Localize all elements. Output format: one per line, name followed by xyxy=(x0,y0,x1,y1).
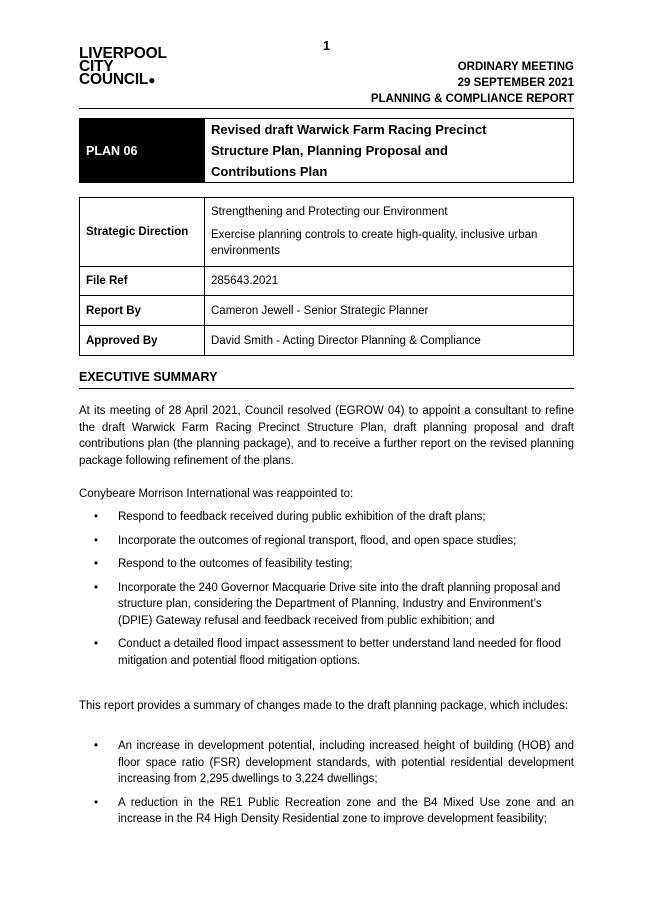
list-item: • Incorporate the outcomes of regional transport, flood, and open space studies; xyxy=(79,533,574,550)
file-ref-label: File Ref xyxy=(80,267,205,296)
report-details-table xyxy=(79,197,574,356)
council-logo xyxy=(79,47,167,87)
approved-by-value: David Smith - Acting Director Planning & Compliance xyxy=(205,326,574,356)
logo-line-2: CITY xyxy=(79,58,114,75)
report-by-value: Cameron Jewell - Senior Strategic Planner xyxy=(205,296,574,326)
page-number: 1 xyxy=(322,38,331,53)
table-row xyxy=(80,267,574,296)
strategic-direction-label: Strategic Direction xyxy=(80,198,205,267)
file-ref-value: 285643.2021 xyxy=(205,267,574,296)
list-item: • An increase in development potential, including increased height of building (HOB) and floor space ratio (FSR) development standards, with potential residential development increasing from 2,295 dwellings to 3,224 dwellings; xyxy=(79,738,574,788)
plan-title-line: Revised draft Warwick Farm Racing Precinct xyxy=(211,122,487,137)
list-item: • Respond to the outcomes of feasibility testing; xyxy=(79,556,574,573)
strategic-direction-line-2: Exercise planning controls to create high-quality, inclusive urban environments xyxy=(211,228,538,257)
table-row xyxy=(80,296,574,326)
plan-title xyxy=(205,119,574,183)
logo-line-3: COUNCIL xyxy=(79,71,149,88)
consultant-tasks-list xyxy=(79,509,574,676)
meeting-header xyxy=(371,60,574,108)
meeting-title: ORDINARY MEETING xyxy=(457,61,574,73)
strategic-direction-line-1: Strengthening and Protecting our Environment xyxy=(211,205,448,218)
list-item: • Conduct a detailed flood impact assessment to better understand land needed for flood mitigation and potential flood mitigation options. xyxy=(79,636,574,669)
approved-by-label: Approved By xyxy=(80,326,205,356)
summary-paragraph-3: This report provides a summary of changes made to the draft planning package, which includes: xyxy=(79,700,569,712)
strategic-direction-value xyxy=(205,198,574,267)
plan-title-line: Contributions Plan xyxy=(211,164,328,179)
logo-dot-icon: ● xyxy=(148,73,156,87)
table-row xyxy=(80,198,574,267)
executive-summary-heading: EXECUTIVE SUMMARY xyxy=(79,370,574,389)
summary-paragraph-1: At its meeting of 28 April 2021, Council resolved (EGROW 04) to appoint a consultant to refine the draft Warwick Farm Racing Precinct Structure Plan, draft planning proposal and draft contributions plan (the planning package), and to receive a further report on the revised planning package following refinement of the plans. xyxy=(79,405,574,467)
list-item: • Incorporate the 240 Governor Macquarie Drive site into the draft planning proposal and structure plan, considering the Department of Planning, Industry and Environment’s (DPIE) Gateway refusal and feedback received from public exhibition; and xyxy=(79,580,574,630)
plan-label: PLAN 06 xyxy=(80,119,205,183)
report-by-label: Report By xyxy=(80,296,205,326)
plan-table xyxy=(79,118,574,183)
changes-list xyxy=(79,738,574,835)
header-divider xyxy=(79,108,574,109)
meeting-date: 29 SEPTEMBER 2021 xyxy=(457,76,574,89)
report-title: PLANNING & COMPLIANCE REPORT xyxy=(370,93,574,105)
list-item: • Respond to feedback received during public exhibition of the draft plans; xyxy=(79,509,574,526)
table-row xyxy=(80,326,574,356)
plan-title-line: Structure Plan, Planning Proposal and xyxy=(211,143,448,158)
logo-line-1: LIVERPOOL xyxy=(79,45,167,62)
summary-paragraph-2: Conybeare Morrison International was reappointed to: xyxy=(79,488,354,500)
list-item: • A reduction in the RE1 Public Recreation zone and the B4 Mixed Use zone and an increase in the R4 High Density Residential zone to improve development feasibility; xyxy=(79,795,574,828)
